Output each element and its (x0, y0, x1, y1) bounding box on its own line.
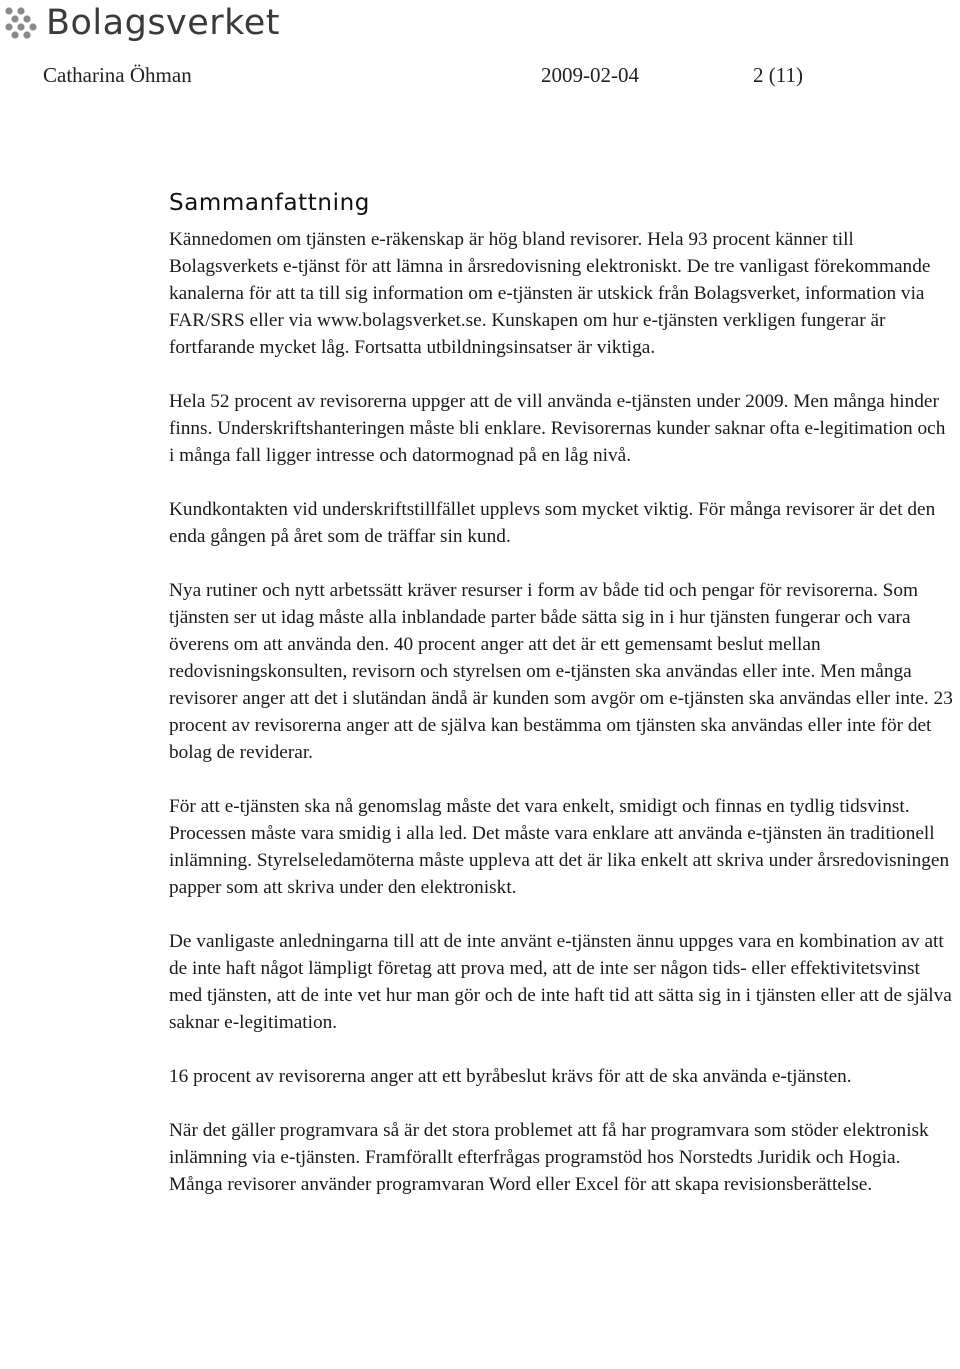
page-number: 2 (11) (753, 63, 803, 87)
paragraph-4: Nya rutiner och nytt arbetssätt kräver resurser i form av både tid och pengar för revisorerna. Som tjänsten ser ut idag måste alla inblandade parter både sätta sig in i hur tjänsten fungerar och vara överens om att använda den. 40 procent anger att det är ett gemensamt beslut mellan redovisningskonsulten, revisorn och styrelsen om e-tjänsten ska användas eller inte. Men många revisorer anger att det i slutändan ändå är kunden som avgör om e-tjänsten ska användas eller inte. 23 procent av revisorerna anger att de själva kan bestämma om tjänsten ska användas eller inte för det bolag de reviderar. (169, 580, 953, 763)
paragraph-7: 16 procent av revisorerna anger att ett byråbeslut krävs för att de ska använda e-tjänsten. (169, 1066, 852, 1087)
paragraph-3: Kundkontakten vid underskriftstillfället upplevs som mycket viktig. För många revisorer är det den enda gången på året som de träffar sin kund. (169, 499, 936, 547)
paragraph-5: För att e-tjänsten ska nå genomslag måste det vara enkelt, smidigt och finnas en tydlig tidsvinst. Processen måste vara smidig i alla led. Det måste vara enklare att använda e-tjänsten än traditionell inlämning. Styrelseledamöterna måste uppleva att det är lika enkelt att skriva under årsredovisningen papper som att skriva under den elektroniskt. (169, 796, 950, 898)
paragraph-6: De vanligaste anledningarna till att de inte använt e-tjänsten ännu uppges vara en kombination av att de inte haft något lämpligt företag att prova med, att de inte ser någon tids- eller effektivitetsvinst med tjänsten, att de inte vet hur man gör och de inte haft tid att sätta sig in i tjänsten eller att de själva saknar e-legitimation. (169, 931, 952, 1033)
author: Catharina Öhman (43, 63, 192, 87)
bolagsverket-logo (2, 0, 280, 46)
document-body (169, 186, 955, 1225)
paragraph-1: Kännedomen om tjänsten e-räkenskap är hög bland revisorer. Hela 93 procent känner till Bolagsverkets e-tjänst för att lämna in årsredovisning elektroniskt. De tre vanligast förekommande kanalerna för att ta till sig information om e-tjänsten är utskick från Bolagsverket, information via FAR/SRS eller via www.bolagsverket.se. Kunskapen om hur e-tjänsten verkligen fungerar är fortfarande mycket låg. Fortsatta utbildningsinsatser är viktiga. (169, 229, 931, 358)
section-title: Sammanfattning (169, 190, 370, 216)
paragraph-8: När det gäller programvara så är det stora problemet att få har programvara som stöder elektronisk inlämning via e-tjänsten. Framförallt efterfrågas programstöd hos Norstedts Juridik och Hogia. Många revisorer använder programvaran Word eller Excel för att skapa revisionsberättelse. (169, 1120, 929, 1195)
brand-name: Bolagsverket (46, 3, 280, 43)
bolagsverket-dots-icon (2, 4, 40, 42)
paragraph-2: Hela 52 procent av revisorerna uppger att de vill använda e-tjänsten under 2009. Men många hinder finns. Underskriftshanteringen måste bli enklare. Revisorernas kunder saknar ofta e-legitimation och i många fall ligger intresse och datormognad på en låg nivå. (169, 391, 946, 466)
document-date: 2009-02-04 (541, 63, 639, 87)
